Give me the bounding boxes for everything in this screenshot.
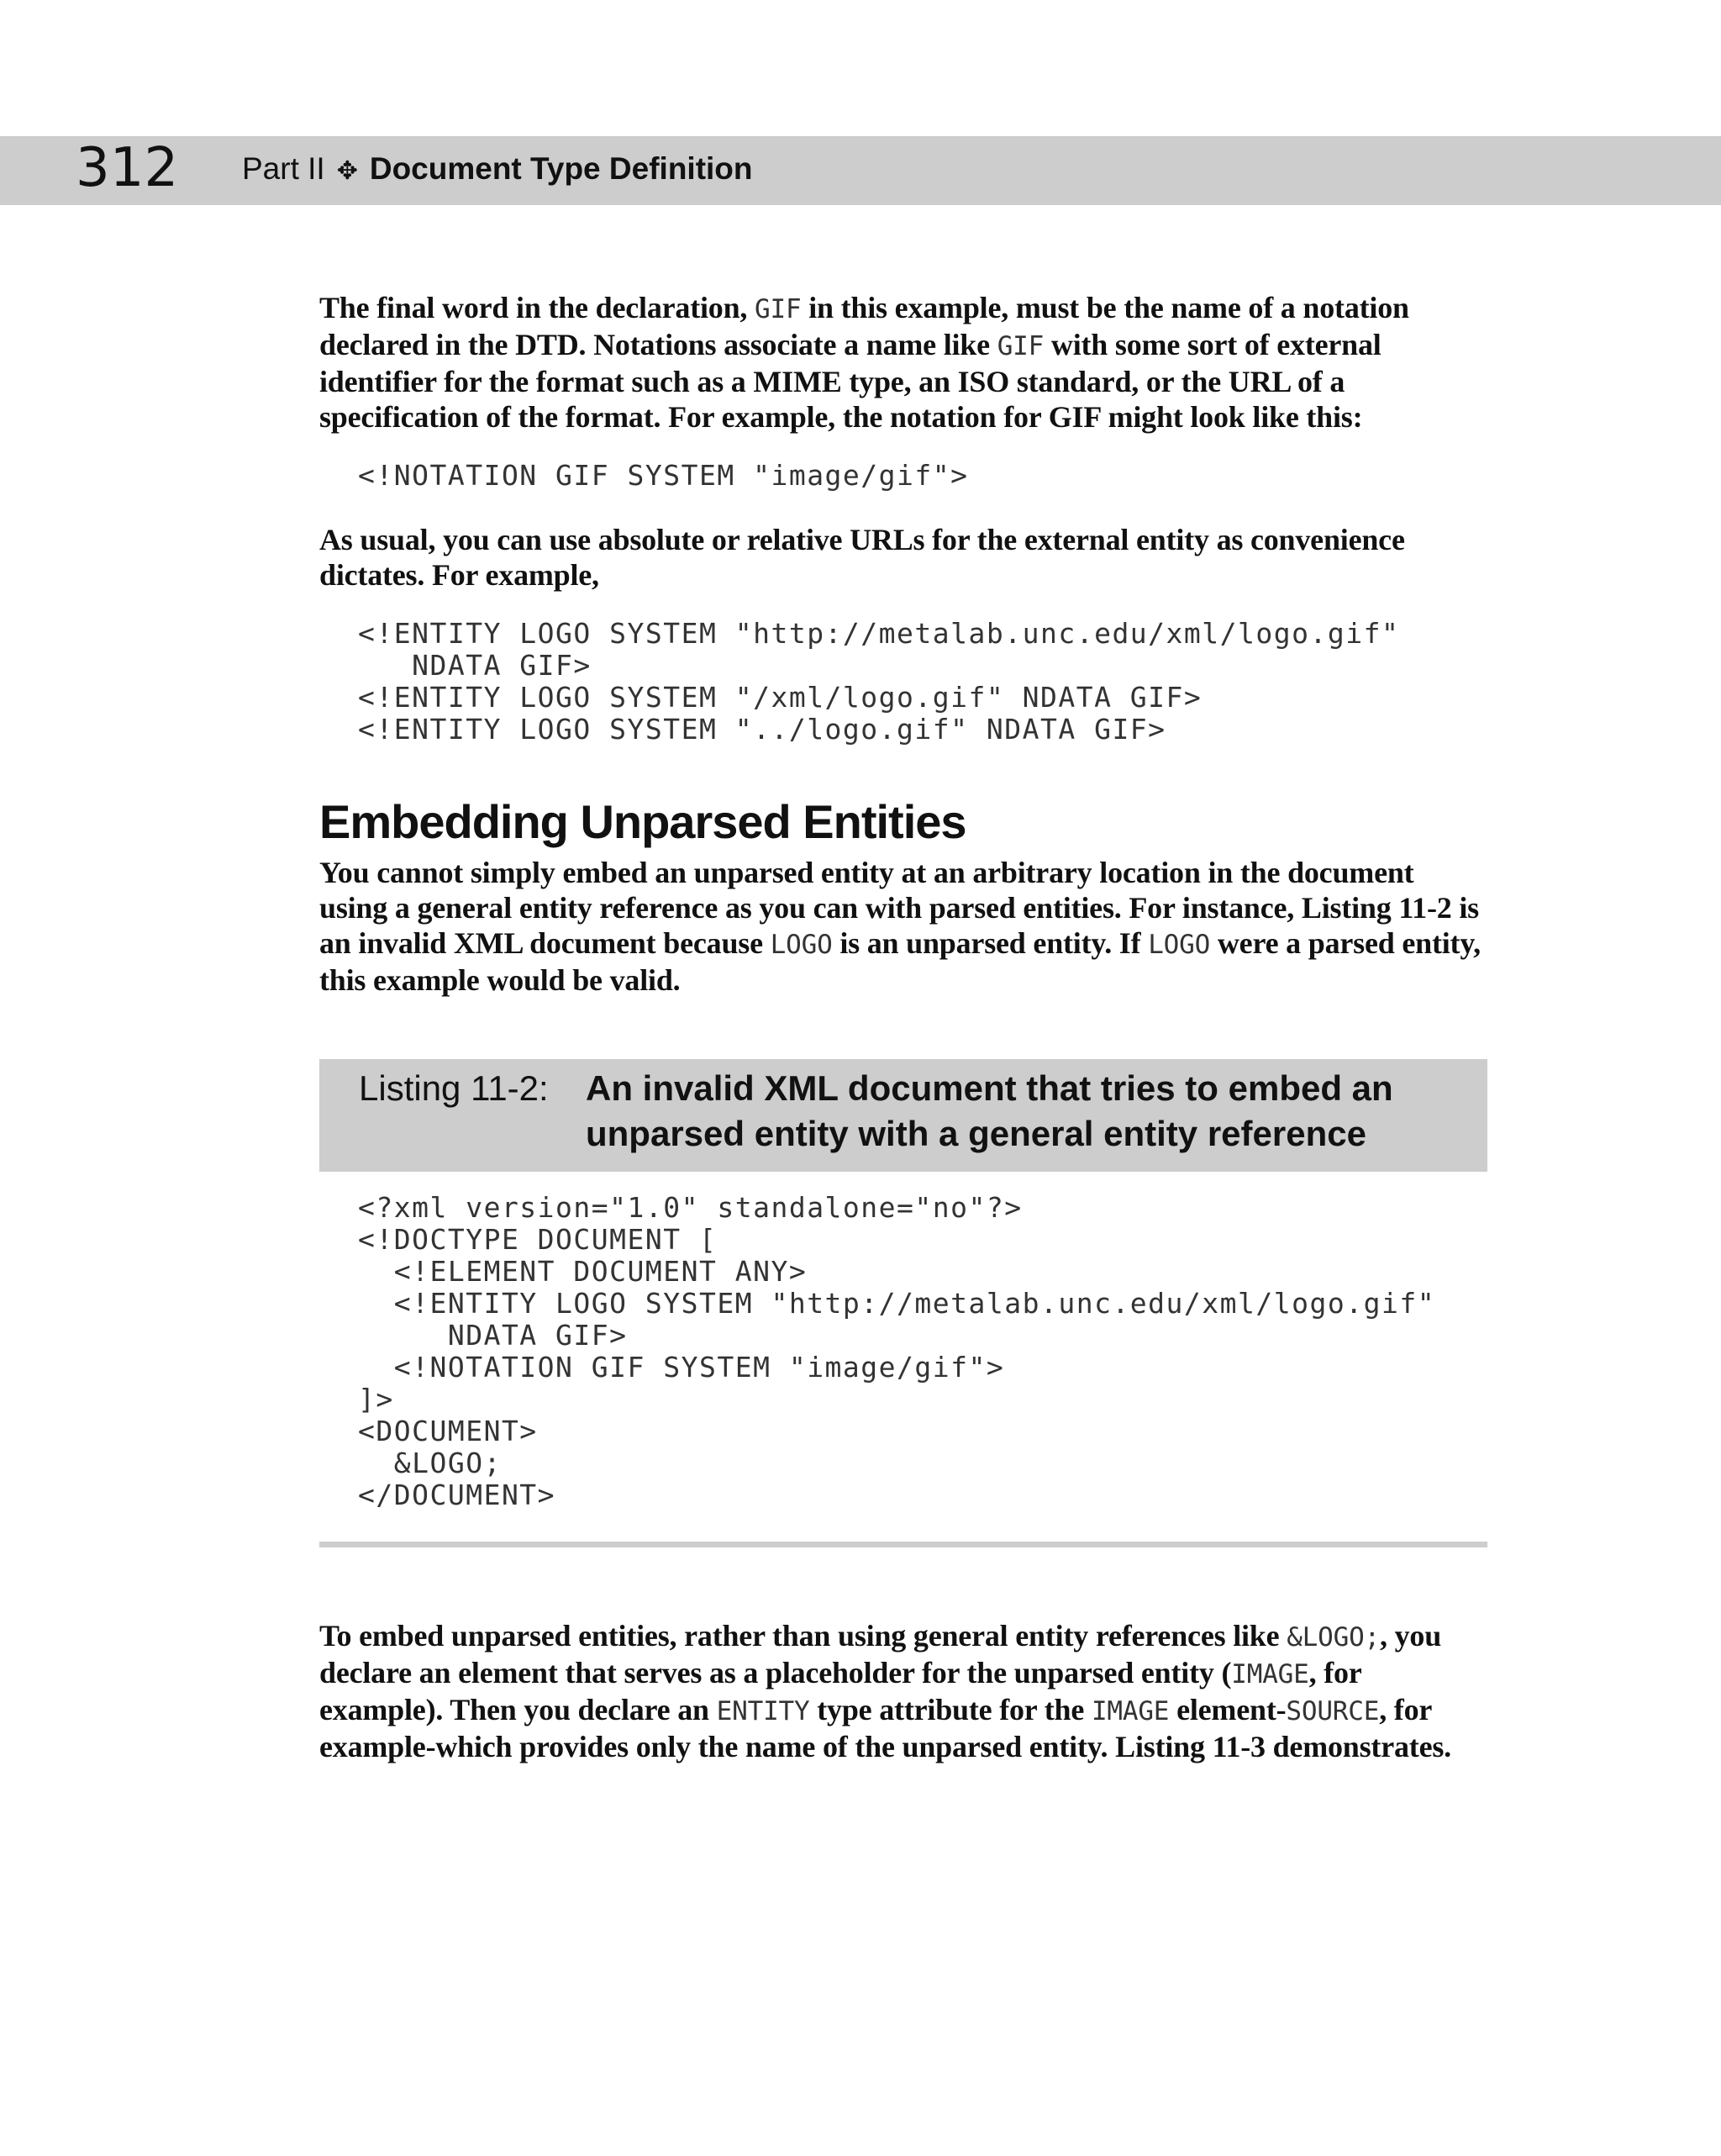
listing-code: <?xml version="1.0" standalone="no"?> <!DOCTYPE DOCUMENT [ <!ELEMENT DOCUMENT ANY> <!ENTITY LOGO SYSTEM "http://metalab.unc.edu/xml/logo.gif" NDATA GIF> <!NOTATION GIF SYSTEM "image/gif"> ]> <DOCUMENT> &LOGO; </DOCUMENT>: [358, 1191, 1436, 1511]
inline-code: ENTITY: [716, 1696, 810, 1726]
listing-caption-box: [319, 1059, 1487, 1172]
paragraph-urls: As usual, you can use absolute or relative URLs for the external entity as convenience dictates. For example,: [319, 523, 1405, 592]
code-entity-examples: <!ENTITY LOGO SYSTEM "http://metalab.unc.edu/xml/logo.gif" NDATA GIF> <!ENTITY LOGO SYSTEM "/xml/logo.gif" NDATA GIF> <!ENTITY LOGO SYSTEM "../logo.gif" NDATA GIF>: [358, 617, 1400, 746]
paragraph-placeholder: To embed unparsed entities, rather than using general entity references like &LOGO;, you declare an element that serves as a placeholder for the unparsed entity (IMAGE, for example). Then you declare an ENTITY type attribute for the IMAGE element-SOURCE, for example-which provides only the name of the unparsed entity. Listing 11-3 demonstrates.: [319, 1619, 1451, 1763]
inline-code: LOGO: [1148, 930, 1211, 960]
inline-code: IMAGE: [1231, 1659, 1309, 1689]
inline-code: GIF: [755, 294, 802, 324]
code-notation-example: <!NOTATION GIF SYSTEM "image/gif">: [358, 459, 969, 492]
inline-code: IMAGE: [1091, 1696, 1170, 1726]
inline-code: LOGO: [770, 930, 833, 960]
paragraph-embedding: You cannot simply embed an unparsed entity at an arbitrary location in the document using a general entity reference as you can with parsed entities. For instance, Listing 11-2 is an invalid XML document because LOGO is an unparsed entity. If LOGO were a parsed entity, this example would be valid.: [319, 856, 1481, 997]
part-label: Part II: [242, 151, 325, 186]
listing-title: An invalid XML document that tries to embed an unparsed entity with a general entity reference: [586, 1068, 1393, 1153]
separator-ornament: ✥: [336, 157, 358, 185]
inline-code: &LOGO;: [1287, 1622, 1381, 1653]
paragraph-notation-intro: The final word in the declaration, GIF in this example, must be the name of a notation declared in the DTD. Notations associate a name like GIF with some sort of external identifier for the format such as a MIME type, an ISO standard, or the URL of a specification of the format. For example, the notation for GIF might look like this:: [319, 291, 1409, 434]
page-number: 312: [76, 137, 179, 199]
listing-label: Listing 11-2:: [359, 1068, 549, 1108]
page-content: [319, 290, 1487, 1764]
chapter-title: Document Type Definition: [369, 151, 753, 186]
section-heading: Embedding Unparsed Entities: [319, 795, 966, 848]
inline-code: SOURCE: [1286, 1696, 1380, 1726]
inline-code: GIF: [997, 331, 1045, 361]
running-head: [242, 148, 753, 192]
listing-bottom-rule: [319, 1542, 1487, 1547]
